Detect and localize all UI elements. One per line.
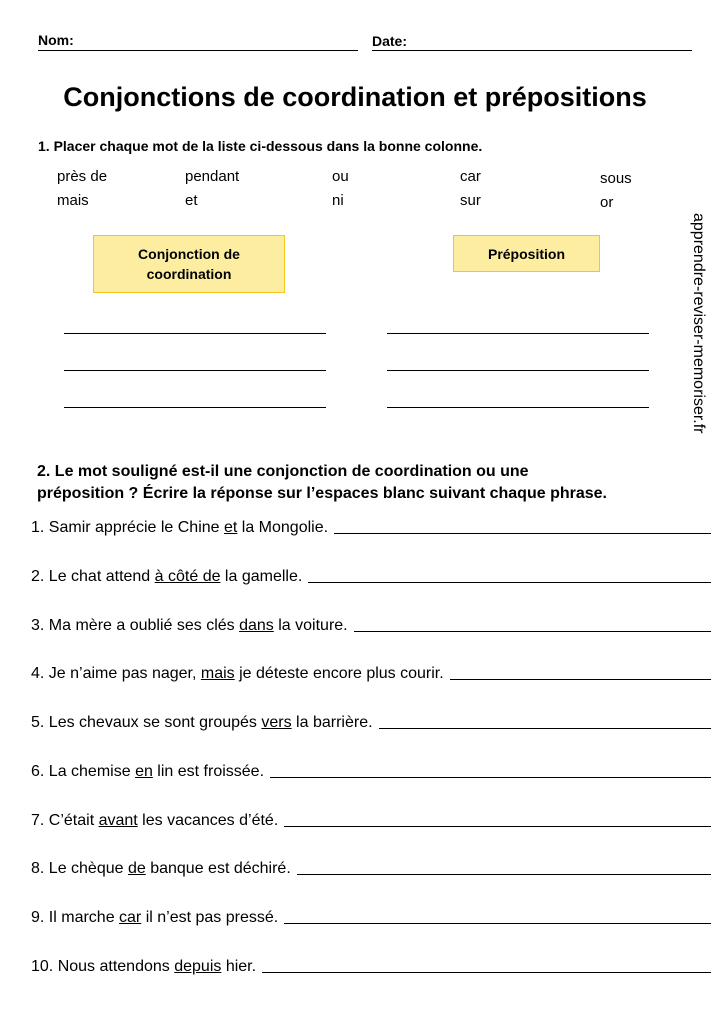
word-item: et xyxy=(185,192,198,209)
word-item: ni xyxy=(332,192,344,209)
word-item: ou xyxy=(332,168,349,185)
underlined-word: à côté de xyxy=(154,568,221,585)
sentence-text: 4. Je n’aime pas nager, xyxy=(31,665,201,682)
category-box-preposition xyxy=(453,235,600,272)
category-label-line1: Conjonction de xyxy=(138,246,240,262)
sentence-row xyxy=(31,568,711,586)
sentence-row xyxy=(31,812,711,830)
word-item: or xyxy=(600,194,614,211)
sentence-row xyxy=(31,763,711,781)
sentence-text: 10. Nous attendons xyxy=(31,958,175,975)
word-item: pendant xyxy=(185,168,240,185)
date-field[interactable] xyxy=(372,50,692,51)
answer-blank[interactable] xyxy=(284,826,711,827)
name-label: Nom: xyxy=(38,32,74,48)
sentence-text: 9. Il marche xyxy=(31,909,120,926)
answer-blank[interactable] xyxy=(334,533,711,534)
exercise1-instruction: 1. Placer chaque mot de la liste ci-dessous dans la bonne colonne. xyxy=(38,138,483,154)
sentence-text: la gamelle. xyxy=(220,568,303,585)
category-label: Préposition xyxy=(487,245,565,262)
sentence-text: 5. Les chevaux se sont groupés xyxy=(31,714,262,731)
sentence-row xyxy=(31,617,711,635)
sentence-text: 8. Le chèque xyxy=(31,860,128,877)
category-label-line2: coordination xyxy=(146,266,232,282)
sentence-text: la Mongolie. xyxy=(237,519,329,536)
sentence-text: 2. Le chat attend xyxy=(31,568,155,585)
sentence-text: 3. Ma mère a oublié ses clés xyxy=(31,617,240,634)
word-item: sur xyxy=(460,192,481,209)
sentence-text: banque est déchiré. xyxy=(145,860,291,877)
word-item: car xyxy=(460,168,481,185)
answer-blank[interactable] xyxy=(284,923,711,924)
sentence-row xyxy=(31,714,711,732)
page-title: Conjonctions de coordination et prépositions xyxy=(63,82,647,112)
website-watermark: apprendre-reviser-memoriser.fr xyxy=(690,213,707,434)
sentence-text: les vacances d’été. xyxy=(137,812,279,829)
underlined-word: car xyxy=(119,909,142,926)
category-box-conjonction xyxy=(93,235,285,293)
answer-blank[interactable] xyxy=(262,972,711,973)
sentence-row xyxy=(31,860,711,878)
answer-blank[interactable] xyxy=(354,631,711,632)
date-label: Date: xyxy=(372,33,408,49)
underlined-word: en xyxy=(135,763,153,780)
answer-blank[interactable] xyxy=(308,582,711,583)
answer-blank[interactable] xyxy=(450,679,711,680)
word-item: sous xyxy=(600,170,632,187)
sentence-text: la voiture. xyxy=(273,617,348,634)
underlined-word: avant xyxy=(98,812,138,829)
answer-line-preposition-2[interactable] xyxy=(387,370,649,371)
answer-blank[interactable] xyxy=(297,874,711,875)
sentence-row xyxy=(31,665,711,683)
underlined-word: depuis xyxy=(174,958,222,975)
sentence-text: 6. La chemise xyxy=(31,763,136,780)
sentence-text: il n’est pas pressé. xyxy=(141,909,279,926)
sentence-text: lin est froissée. xyxy=(152,763,265,780)
answer-line-conjonction-2[interactable] xyxy=(64,370,326,371)
answer-blank[interactable] xyxy=(379,728,711,729)
underlined-word: dans xyxy=(239,617,274,634)
sentence-text: 7. C’était xyxy=(31,812,99,829)
name-field[interactable] xyxy=(38,50,358,51)
underlined-word: vers xyxy=(261,714,292,731)
sentence-text: la barrière. xyxy=(291,714,373,731)
exercise2-instruction-line1: 2. Le mot souligné est-il une conjonction de coordination ou une xyxy=(37,463,529,480)
answer-line-conjonction-3[interactable] xyxy=(64,407,326,408)
answer-line-preposition-1[interactable] xyxy=(387,333,649,334)
sentence-text: 1. Samir apprécie le Chine xyxy=(31,519,224,536)
sentence-text: je déteste encore plus courir. xyxy=(234,665,444,682)
underlined-word: de xyxy=(127,860,146,877)
word-item: mais xyxy=(57,192,89,209)
answer-line-preposition-3[interactable] xyxy=(387,407,649,408)
answer-line-conjonction-1[interactable] xyxy=(64,333,326,334)
answer-blank[interactable] xyxy=(270,777,711,778)
exercise2-instruction-line2: préposition ? Écrire la réponse sur l’espaces blanc suivant chaque phrase. xyxy=(37,485,607,502)
underlined-word: et xyxy=(223,519,238,536)
sentence-text: hier. xyxy=(221,958,257,975)
sentence-row xyxy=(31,909,711,927)
underlined-word: mais xyxy=(200,665,235,682)
word-item: près de xyxy=(57,168,108,185)
sentence-row xyxy=(31,958,711,976)
sentence-row xyxy=(31,519,711,537)
